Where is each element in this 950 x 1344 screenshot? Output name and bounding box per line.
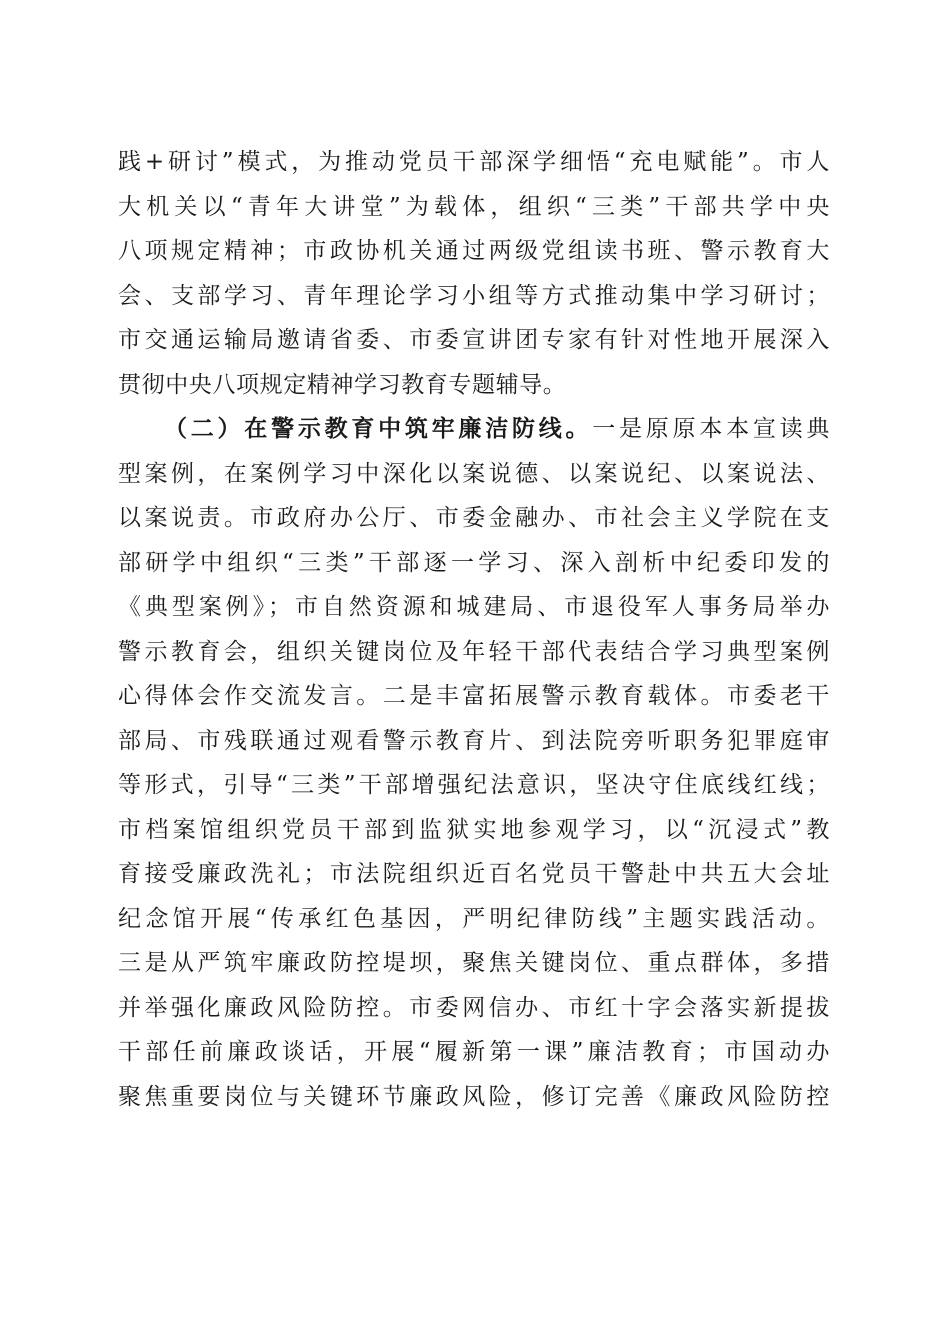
- text-line: 八项规定精神；市政协机关通过两级党组读书班、警示教育大: [118, 238, 830, 264]
- text-line: 《典型案例》；市自然资源和城建局、市退役军人事务局举办: [118, 594, 830, 620]
- text-line: 大机关以“青年大讲堂”为载体，组织“三类”干部共学中央: [118, 193, 830, 220]
- text-line: 践+研讨”模式，为推动党员干部深学细悟“充电赋能”。市人: [118, 149, 830, 175]
- text-line: 部研学中组织“三类”干部逐一学习、深入剖析中纪委印发的: [118, 549, 830, 576]
- text-line: 市档案馆组织党员干部到监狱实地参观学习，以“沉浸式”教: [118, 816, 830, 843]
- text-line: 三是从严筑牢廉政防控堤坝，聚焦关键岗位、重点群体，多措: [118, 950, 830, 976]
- text-line: 型案例，在案例学习中深化以案说德、以案说纪、以案说法、: [118, 460, 830, 487]
- paragraph-2: [118, 407, 830, 1119]
- section-heading: （二）在警示教育中筑牢廉洁防线。: [164, 415, 593, 442]
- text-line: 聚焦重要岗位与关键环节廉政风险，修订完善《廉政风险防控: [118, 1083, 830, 1110]
- text-line: 并举强化廉政风险防控。市委网信办、市红十字会落实新提拔: [118, 994, 830, 1021]
- text-line: 部局、市残联通过观看警示教育片、到法院旁听职务犯罪庭审: [118, 727, 830, 754]
- text-line: 等形式，引导“三类”干部增强纪法意识，坚决守住底线红线；: [118, 772, 830, 798]
- text-line: 干部任前廉政谈话，开展“履新第一课”廉洁教育；市国动办: [118, 1039, 830, 1065]
- text-line: 警示教育会，组织关键岗位及年轻干部代表结合学习典型案例: [118, 638, 830, 665]
- section-heading-line: [118, 407, 830, 452]
- text-line: 育接受廉政洗礼；市法院组织近百名党员干警赴中共五大会址: [118, 861, 830, 887]
- document-body: [118, 140, 830, 1119]
- text-line: 心得体会作交流发言。二是丰富拓展警示教育载体。市委老干: [118, 683, 830, 709]
- paragraph-1: [118, 140, 830, 407]
- text-line: 以案说责。市政府办公厅、市委金融办、市社会主义学院在支: [118, 505, 830, 531]
- text-line: 会、支部学习、青年理论学习小组等方式推动集中学习研讨；: [118, 282, 830, 309]
- text-line: 纪念馆开展“传承红色基因，严明纪律防线”主题实践活动。: [118, 905, 830, 932]
- text-line: 贯彻中央八项规定精神学习教育专题辅导。: [118, 371, 567, 398]
- text-fragment: 一是原原本本宣读典: [592, 416, 830, 442]
- text-line: 市交通运输局邀请省委、市委宣讲团专家有针对性地开展深入: [118, 327, 830, 353]
